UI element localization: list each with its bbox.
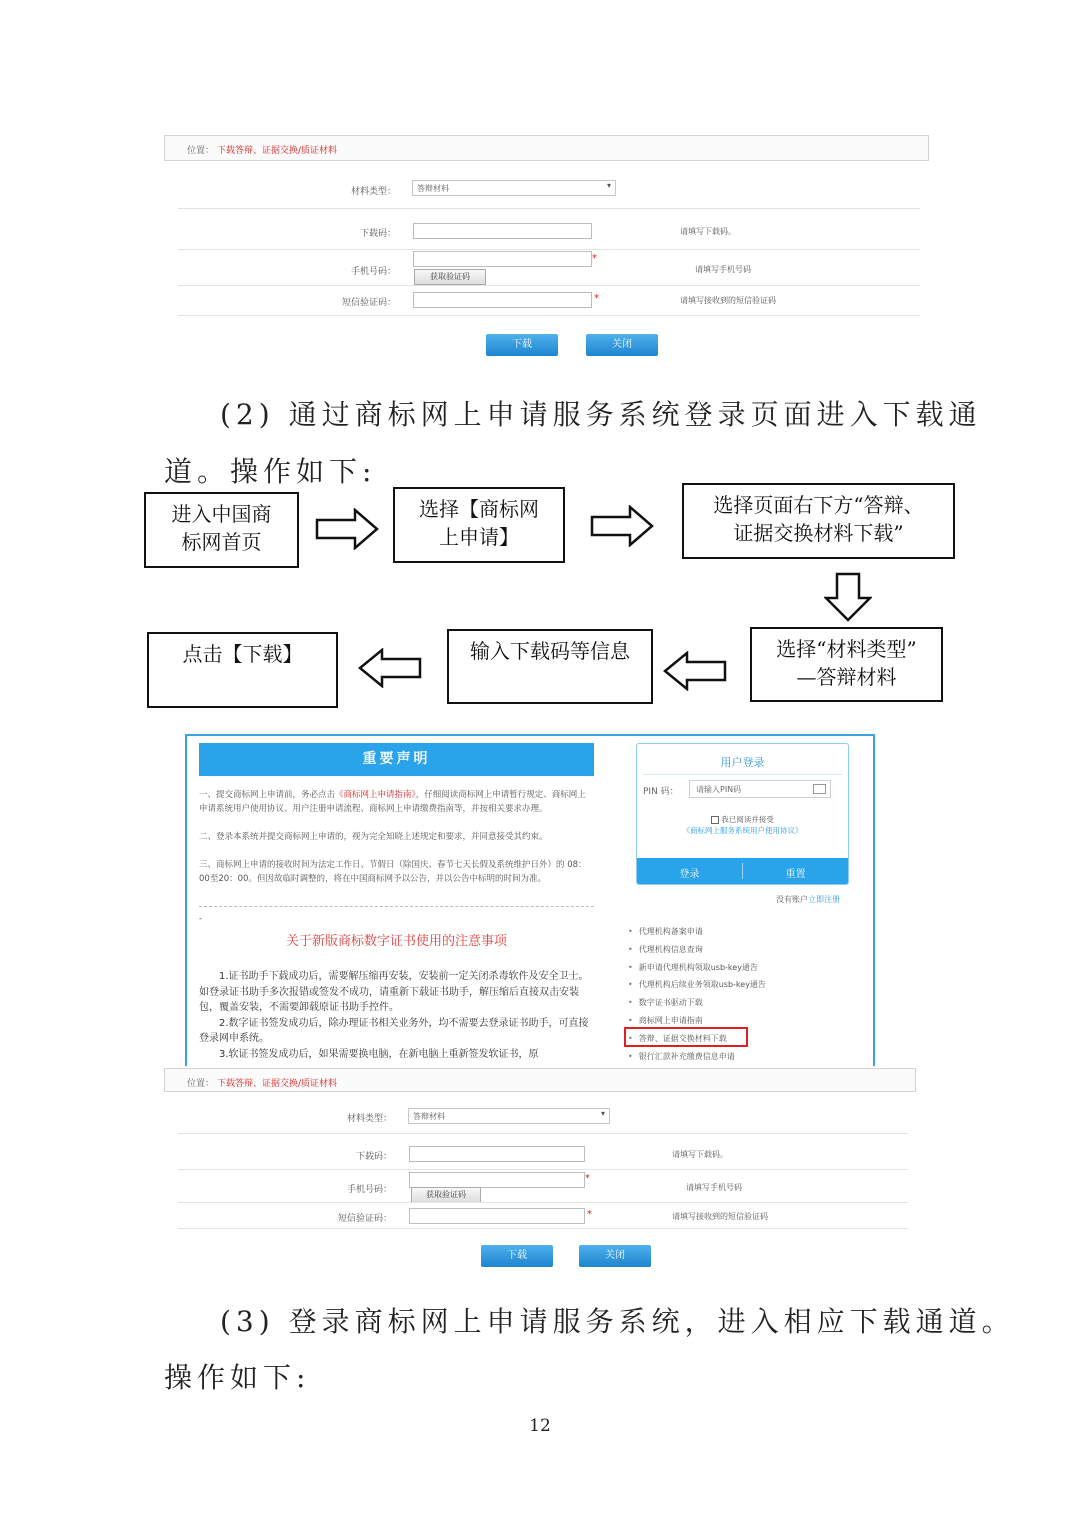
flow-step-3-line-2: 证据交换材料下载” [733, 521, 904, 545]
get-code-button[interactable]: 获取验证码 [411, 1187, 481, 1203]
agree-row [637, 814, 848, 825]
link-item-answer-materials[interactable]: • 答辩、证据交换材料下载 [628, 1030, 766, 1048]
paragraph-2-line-2: 道。操作如下: [164, 455, 377, 488]
sms-code-input[interactable] [409, 1208, 585, 1224]
required-mark: * [592, 253, 597, 264]
agreement-link[interactable]: 《商标网上服务系统用户使用协议》 [682, 826, 803, 835]
location-bar [164, 1068, 916, 1092]
guide-link[interactable]: 《商标网上申请指南》 [335, 790, 416, 800]
pin-placeholder: 请输入PIN码 [696, 785, 742, 794]
subtitle: 关于新版商标数字证书使用的注意事项 [285, 934, 507, 949]
paragraph-3-line-1: (3) 登录商标网上申请服务系统，进入相应下载通道。 [220, 1305, 1015, 1338]
link-item[interactable]: • 银行汇款补充缴费信息申请 [628, 1048, 766, 1066]
reset-button[interactable]: 重置 [785, 869, 806, 880]
arrow-right-icon [590, 505, 654, 547]
flow-step-3-line-1: 选择页面右下方“答辩、 [713, 493, 924, 517]
link-item[interactable]: • 数字证书驱动下载 [628, 994, 766, 1012]
portal-screenshot [185, 734, 875, 1066]
flow-step-4 [750, 627, 943, 702]
material-type-value: 答辩材料 [413, 1112, 445, 1121]
sms-code-hint: 请填写接收到的短信验证码 [680, 296, 776, 305]
material-type-label: 材料类型： [346, 1114, 392, 1124]
flow-step-2-line-1: 选择【商标网 [419, 497, 539, 521]
sms-code-label: 短信验证码： [341, 298, 396, 308]
download-button[interactable]: 下载 [481, 1245, 553, 1267]
link-item[interactable]: • 代理机构信息查询 [628, 941, 766, 959]
paragraph-2-line-1: (2) 通过商标网上申请服务系统登录页面进入下载通 [220, 398, 982, 431]
phone-input[interactable] [409, 1172, 585, 1188]
login-button-bar [637, 858, 848, 884]
phone-label: 手机号码： [350, 267, 396, 277]
keyboard-icon[interactable] [813, 784, 826, 794]
login-panel [636, 743, 849, 885]
body-paragraph: 1.证书助手下载成功后，需要解压缩再安装，安装前一定关闭杀毒软件及安全卫士。如登录证书助手多次报错或签发不成功，请重新下载证书助手，解压缩后直接双击安装包，覆盖安装，不需要卸载原证书助手控件。 [199, 971, 589, 1013]
flow-step-2 [393, 487, 565, 563]
material-type-select[interactable] [408, 1108, 610, 1124]
close-button[interactable]: 关闭 [586, 334, 658, 356]
divider [178, 249, 920, 250]
download-button[interactable]: 下载 [486, 334, 558, 356]
no-account-text: 没有账户 [776, 895, 808, 904]
sms-code-hint: 请填写接收到的短信验证码 [672, 1212, 768, 1221]
register-link[interactable]: 立即注册 [808, 895, 840, 904]
link-item[interactable]: • 代理机构备案申请 [628, 923, 766, 941]
dropdown-arrow-icon: ▾ [606, 181, 611, 190]
agree-checkbox[interactable] [711, 816, 719, 824]
download-code-hint: 请填写下载码。 [680, 227, 736, 236]
dashed-divider [199, 906, 594, 907]
flow-step-5-line-1: 输入下载码等信息 [470, 639, 630, 663]
flow-step-3 [682, 483, 955, 559]
required-mark: * [587, 1209, 592, 1220]
download-code-label: 下载码： [359, 229, 396, 239]
required-mark: * [594, 293, 599, 304]
phone-label: 手机号码： [346, 1185, 392, 1195]
sms-code-label: 短信验证码： [337, 1214, 392, 1224]
highlight-box [624, 1027, 748, 1047]
link-item[interactable]: • 商标网上申请指南 [628, 1012, 766, 1030]
download-code-input[interactable] [409, 1146, 585, 1162]
divider [178, 1169, 908, 1170]
notice-paragraph-1 [199, 788, 594, 816]
download-code-hint: 请填写下载码。 [672, 1150, 728, 1159]
get-code-button[interactable]: 获取验证码 [414, 269, 486, 285]
notice-paragraph-2: 二、登录本系统并提交商标网上申请的，视为完全知晓上述规定和要求，并同意接受其约束。 [199, 832, 548, 842]
download-code-input[interactable] [413, 223, 592, 239]
divider [178, 315, 920, 316]
register-row [776, 894, 840, 905]
divider [178, 208, 920, 209]
arrow-down-icon [824, 572, 872, 622]
arrow-right-icon [315, 508, 379, 550]
material-type-value: 答辩材料 [417, 184, 449, 193]
location-bar [164, 135, 929, 161]
phone-hint: 请填写手机号码 [695, 265, 751, 274]
agree-text: 我已阅读并接受 [721, 815, 774, 824]
download-code-label: 下载码： [355, 1152, 392, 1162]
flow-step-1-line-1: 进入中国商 [171, 502, 272, 526]
location-label: 位置： [187, 1079, 215, 1089]
download-form-screenshot-1 [164, 135, 929, 367]
close-button[interactable]: 关闭 [579, 1245, 651, 1267]
body-paragraph: 3.软证书签发成功后，如果需要换电脑，在新电脑上重新签发软证书，原 [219, 1048, 539, 1060]
phone-input[interactable] [413, 251, 592, 267]
dropdown-arrow-icon: ▾ [600, 1109, 605, 1118]
divider [643, 774, 842, 775]
divider-mark: - [199, 914, 203, 924]
paragraph-3-line-2: 操作如下: [164, 1361, 311, 1394]
notice-paragraph-3: 三、商标网上申请的接收时间为法定工作日、节假日（除国庆、春节七天长假及系统维护日外）的 08：00至20：00。但因故临时调整的，将在中国商标网予以公告，并以公告中标明的时间为准。 [199, 860, 587, 884]
phone-hint: 请填写手机号码 [686, 1183, 742, 1192]
login-button[interactable]: 登录 [679, 869, 700, 880]
flow-step-5 [447, 629, 653, 704]
material-type-label: 材料类型： [350, 187, 396, 197]
flow-step-1-line-2: 标网首页 [181, 530, 262, 554]
flow-step-6 [147, 632, 338, 708]
body-paragraph: 2.数字证书签发成功后，除办理证书相关业务外，均不需要去登录证书助手，可直接登录网申系统。 [199, 1017, 589, 1044]
divider [178, 285, 920, 286]
notice-text: 一、提交商标网上申请前，务必点击 [199, 790, 336, 800]
flow-step-6-line-1: 点击【下载】 [182, 642, 303, 666]
pin-input[interactable] [689, 780, 831, 798]
link-item[interactable]: • 新申请代理机构领取usb-key通告 [628, 959, 766, 977]
divider [178, 1228, 908, 1229]
divider [178, 1202, 908, 1203]
divider [178, 1133, 908, 1134]
flow-step-4-line-1: 选择“材料类型” [776, 637, 917, 661]
body-text [199, 969, 594, 1062]
flow-step-2-line-2: 上申请】 [439, 525, 519, 549]
arrow-left-icon [663, 651, 727, 691]
required-mark: * [585, 1173, 590, 1184]
breadcrumb[interactable]: 下载答辩、证据交换/质证材料 [217, 1079, 338, 1089]
flow-step-1 [144, 492, 299, 568]
sms-code-input[interactable] [413, 292, 592, 308]
page-number: 12 [529, 1416, 551, 1436]
material-type-select[interactable] [412, 180, 616, 196]
notice-text: ，仔细阅读商标网上申请暂行规定、商标网上申请系统用户使用协议、用户注册申请流程、商标网上申请缴费指南等，并按相关要求办理。 [199, 790, 586, 814]
banner-title: 重要声明 [199, 743, 594, 776]
pin-label: PIN 码： [643, 787, 679, 797]
arrow-left-icon [358, 648, 422, 688]
link-item[interactable]: • 代理机构后续业务领取usb-key通告 [628, 976, 766, 994]
location-label: 位置： [187, 146, 215, 156]
login-title: 用户登录 [720, 756, 765, 769]
flow-step-4-line-2: —答辩材料 [796, 665, 897, 689]
breadcrumb[interactable]: 下载答辩、证据交换/质证材料 [217, 146, 338, 156]
download-form-screenshot-2 [164, 1068, 916, 1272]
